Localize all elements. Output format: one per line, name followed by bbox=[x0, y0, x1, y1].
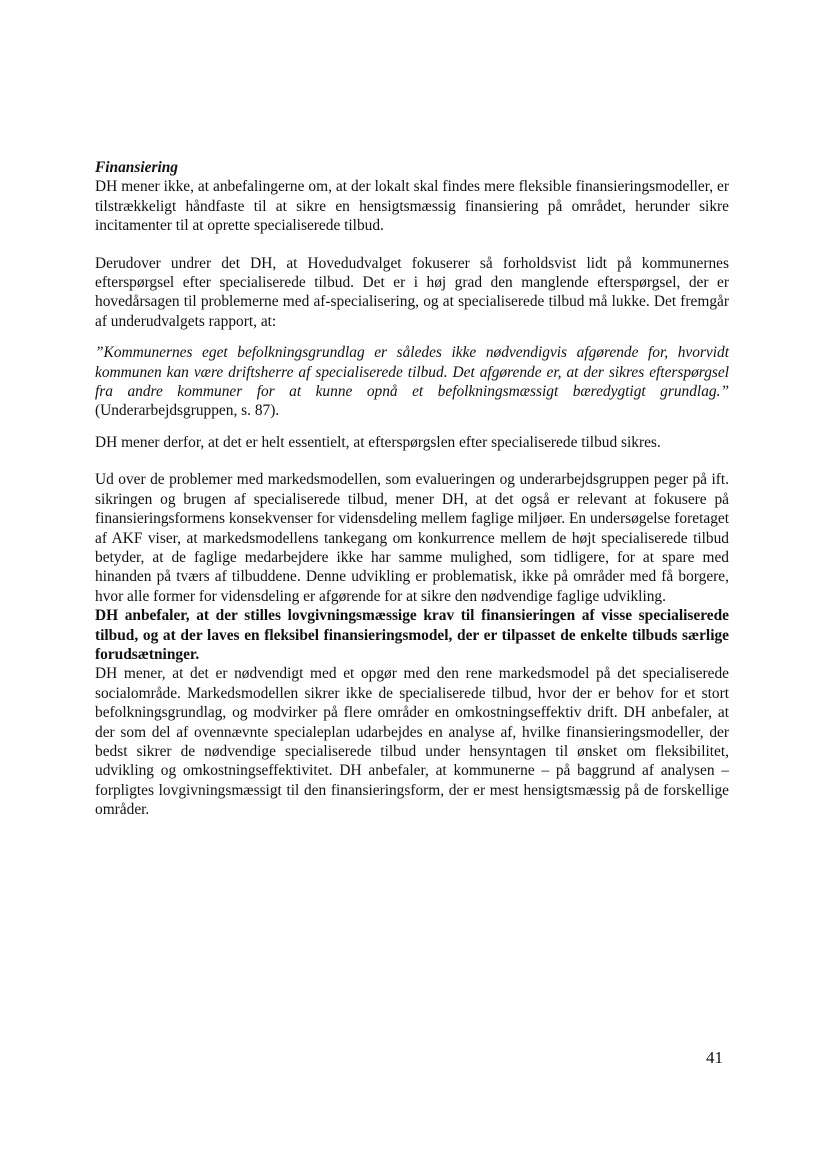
quote-citation: (Underarbejdsgruppen, s. 87). bbox=[95, 402, 280, 420]
page-number: 41 bbox=[706, 1048, 723, 1067]
document-page bbox=[95, 158, 729, 820]
paragraph-flexible-models: DH mener ikke, at anbefalingerne om, at der lokalt skal findes mere fleksible finansieringsmodeller, er tilstrækkeligt håndfaste til at sikre en hensigtsmæssig finansiering på området, herunder sikre incitamenter til at oprette specialiserede tilbud. bbox=[95, 178, 729, 235]
paragraph-demand: Derudover undrer det DH, at Hovedudvalget fokuserer så forholdsvist lidt på kommunernes efterspørgsel efter specialiserede tilbud. Det er i høj grad den manglende efterspørgsel, der er hovedårsagen til problemerne med af-specialisering, og at specialiserede tilbud må lukke. Det fremgår af underudvalgets rapport, at: bbox=[95, 254, 729, 330]
quote-text: ”Kommunernes eget befolkningsgrundlag er således ikke nødvendigvis afgørende for, hvorvidt kommunen kan være driftsherre af specialiserede tilbud. Det afgørende er, at der sikres efterspørgsel fra andre kommuner for at kunne opnå et befolkningsmæssigt bæredygtigt grundlag.” bbox=[95, 344, 729, 401]
recommendation-heading: DH anbefaler, at der stilles lovgivningsmæssige krav til finansieringen af visse specialiserede tilbud, og at der laves en fleksibel finansieringsmodel, der er tilpasset de enkelte tilbuds særlige forudsætninger. bbox=[95, 607, 729, 663]
paragraph-market-model: DH mener, at det er nødvendigt med et opgør med den rene markedsmodel på det specialiserede socialområde. Markedsmodellen sikrer ikke de specialiserede tilbud, hvor der er behov for et stort befolkningsgrundlag, og modvirker på flere områder en omkostningseffektiv drift. DH anbefaler, at der som del af ovennævnte specialeplan udarbejdes en analyse af, hvilke finansieringsmodeller, der bedst sikrer de nødvendige specialiserede tilbud under hensyntagen til ønsket om fleksibilitet, udvikling og omkostningseffektivitet. DH anbefaler, at kommunerne – på baggrund af analysen – forpligtes lovgivningsmæssigt til den finansieringsform, der er mest hensigtsmæssig på de forskellige områder. bbox=[95, 665, 729, 819]
quote-block bbox=[95, 343, 729, 421]
paragraph-knowledge-sharing: Ud over de problemer med markedsmodellen, som evalueringen og underarbejdsgruppen peger på ift. sikringen og brugen af specialiserede tilbud, mener DH, at det også er relevant at fokusere på finansieringsformens konsekvenser for vidensdeling mellem faglige miljøer. En undersøgelse foretaget af AKF viser, at markedsmodellens tankegang om konkurrence mellem de højt specialiserede tilbud betyder, at de faglige medarbejdere ikke har samme mulighed, som tidligere, for at spare med hinanden på tværs af tilbuddene. Denne udvikling er problematisk, ikke på områder med få borgere, hvor alle former for vidensdeling er afgørende for at sikre den nødvendige faglige udvikling. bbox=[95, 471, 729, 605]
paragraph-essential: DH mener derfor, at det er helt essentielt, at efterspørgslen efter specialiserede tilbud sikres. bbox=[95, 433, 661, 451]
section-heading: Finansiering bbox=[95, 159, 178, 176]
